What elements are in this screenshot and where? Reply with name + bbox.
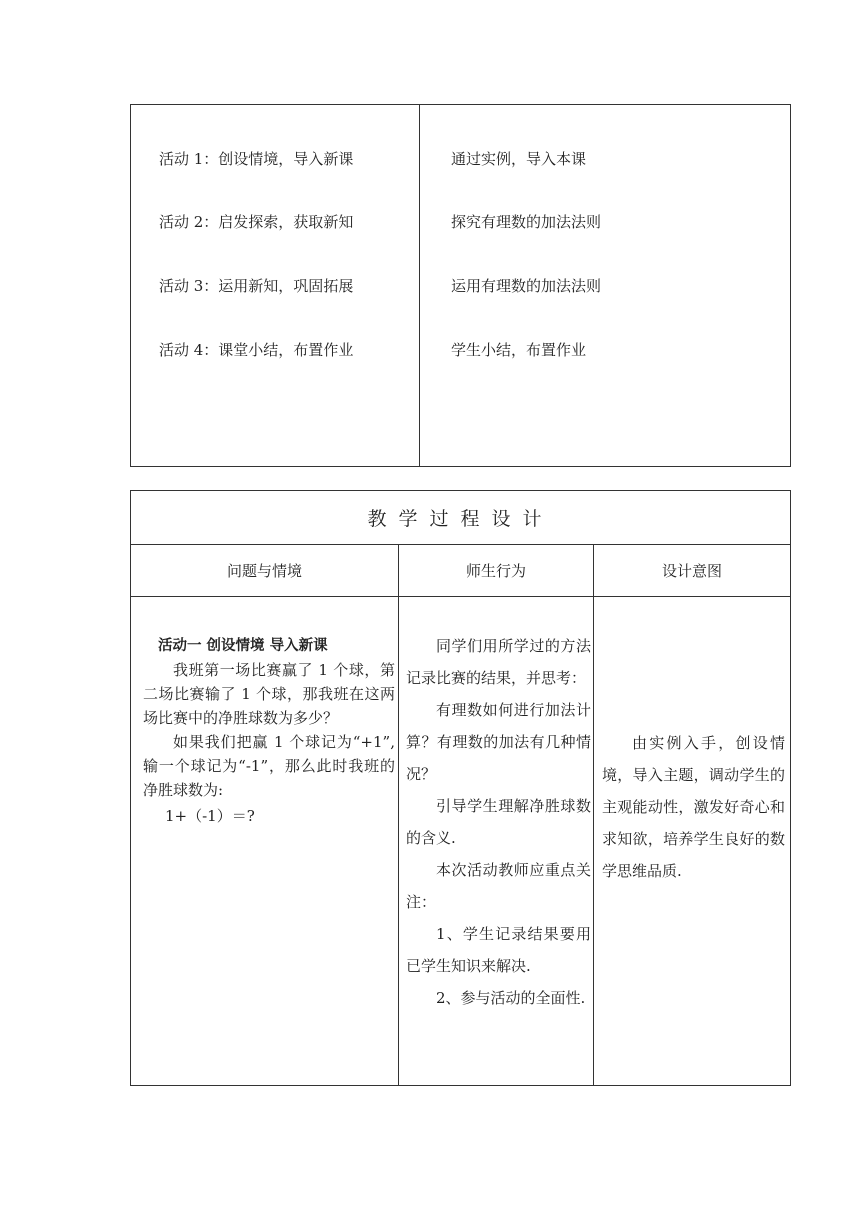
action-paragraph: 本次活动教师应重点关注： bbox=[406, 861, 591, 911]
column-divider bbox=[419, 105, 420, 466]
intent-paragraph: 由实例入手，创设情境，导入主题，调动学生的主观能动性，激发好奇心和求知欲，培养学生良好的数学思维品质. bbox=[602, 734, 785, 880]
activity-1: 活动 1：创设情境，导入新课 bbox=[159, 150, 354, 168]
action-paragraph: 同学们用所学过的方法记录比赛的结果，并思考： bbox=[406, 637, 591, 687]
header-situation: 问题与情境 bbox=[226, 561, 302, 580]
intent-cell bbox=[602, 727, 785, 887]
action-paragraph: 1、学生记录结果要用已学生知识来解决. bbox=[406, 925, 591, 975]
activities-table bbox=[130, 104, 791, 467]
activity-1-description: 通过实例，导入本课 bbox=[451, 150, 587, 168]
situation-paragraph-2: 如果我们把赢 1 个球记为“+1”,输一个球记为“-1”，那么此时我班的净胜球数为: bbox=[143, 733, 395, 799]
action-paragraph: 2、参与活动的全面性. bbox=[436, 989, 586, 1007]
header-row bbox=[131, 544, 790, 597]
action-paragraph: 引导学生理解净胜球数的含义. bbox=[406, 797, 591, 847]
situation-formula: 1+（-1）＝? bbox=[165, 807, 255, 825]
actions-cell bbox=[406, 630, 591, 1014]
action-paragraph: 有理数如何进行加法计算？有理数的加法有几种情况？ bbox=[406, 701, 591, 783]
activity-3: 活动 3：运用新知，巩固拓展 bbox=[159, 277, 354, 295]
header-actions: 师生行为 bbox=[465, 561, 526, 580]
activity-3-description: 运用有理数的加法法则 bbox=[451, 277, 602, 295]
situation-paragraph-1: 我班第一场比赛赢了 1 个球，第二场比赛输了 1 个球，那我班在这两场比赛中的净胜球数为多少？ bbox=[143, 661, 395, 727]
process-table-title: 教学过程设计 bbox=[131, 491, 790, 545]
activity-one-title: 活动一 创设情境 导入新课 bbox=[158, 638, 328, 654]
column-divider-2 bbox=[593, 544, 594, 1085]
activity-2-description: 探究有理数的加法法则 bbox=[451, 213, 602, 231]
situation-cell bbox=[143, 634, 395, 828]
activity-2: 活动 2：启发探索，获取新知 bbox=[159, 213, 354, 231]
activity-4: 活动 4：课堂小结，布置作业 bbox=[159, 341, 354, 359]
column-divider-1 bbox=[398, 544, 399, 1085]
header-intent: 设计意图 bbox=[661, 561, 722, 580]
activity-4-description: 学生小结，布置作业 bbox=[451, 341, 587, 359]
process-table bbox=[130, 490, 791, 1086]
